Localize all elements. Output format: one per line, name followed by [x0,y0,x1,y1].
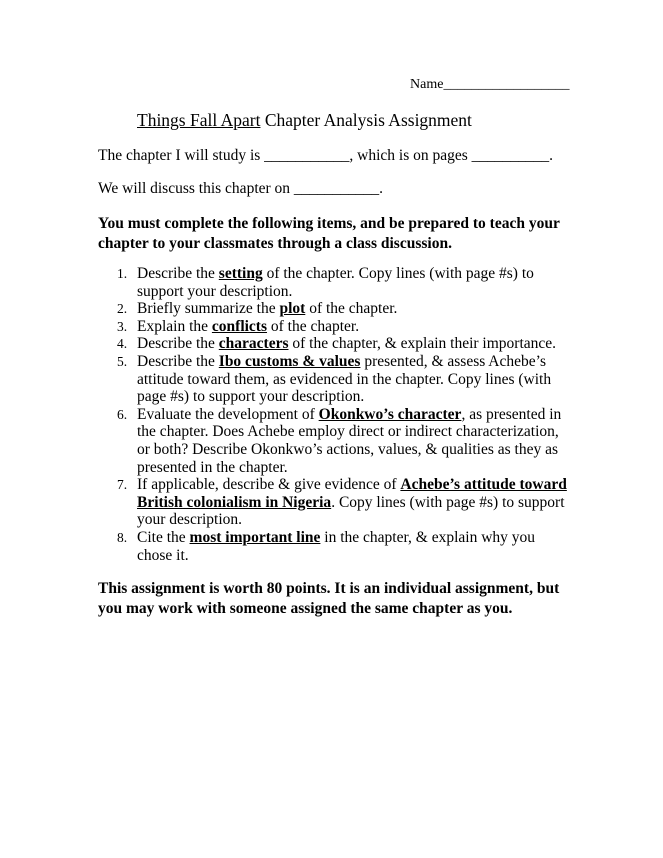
discussion-date-line: We will discuss this chapter on ___________. [98,180,384,197]
list-item [98,353,568,406]
item-text: in the chapter, & explain why you chose it. [137,528,536,564]
list-item [98,529,568,564]
item-text: Describe the [137,335,219,353]
item-text: Describe the [137,352,219,370]
list-item [98,318,568,336]
grading-note: This assignment is worth 80 points. It is an individual assignment, but you may work with someone assigned the same chapter as you. [98,580,560,617]
item-keyword: characters [218,335,289,353]
item-text: Cite the [137,528,190,546]
item-text: of the chapter. Copy lines (with page #s) to support your description. [137,265,534,300]
item-text: Evaluate the development of [137,405,319,423]
instructions: You must complete the following items, and be prepared to teach your chapter to your classmates through a class discussion. [98,215,560,252]
list-item [98,265,568,300]
item-keyword: Ibo customs & values [218,352,361,370]
item-text: Describe the [137,265,219,282]
item-keyword: setting [218,265,263,282]
item-text: Briefly summarize the [137,300,280,318]
item-number: 6. [117,406,128,422]
item-number: 2. [117,301,128,317]
item-text: . Copy lines (with page #s) to support your description. [137,493,565,529]
name-field [410,76,569,94]
item-text: If applicable, describe & give evidence of [137,476,401,494]
task-list [98,265,568,564]
item-number: 1. [117,266,128,281]
item-number: 4. [117,336,128,352]
item-keyword: conflicts [211,317,268,335]
item-text: of the chapter. [305,300,398,318]
item-number: 7. [117,477,128,493]
item-keyword: plot [279,300,306,318]
item-number: 8. [117,529,128,545]
item-text: , as presented in the chapter. Does Achebe employ direct or indirect characterization, or both? Describe Okonkwo’s actions, values, & qualities as they as presented in the chapter. [137,405,562,476]
item-number: 5. [117,353,128,369]
item-text: of the chapter, & explain their importance. [288,335,557,353]
title-rest: Chapter Analysis Assignment [260,110,472,130]
item-keyword: Okonkwo’s character [318,405,462,423]
item-number: 3. [117,318,128,334]
book-title: Things Fall Apart [137,110,261,130]
item-text: Explain the [137,317,212,335]
list-item [98,476,568,529]
item-keyword: most important line [189,528,321,546]
list-item [98,335,568,353]
page-title [137,109,472,131]
item-keyword: Achebe’s attitude toward British colonialism in Nigeria [137,476,567,511]
list-item [98,300,568,318]
name-label: Name [410,77,444,92]
name-blank: __________________ [443,77,570,92]
item-text: of the chapter. [267,317,360,335]
item-text: presented, & assess Achebe’s attitude toward them, as evidenced in the chapter. Copy lines (with page #s) to support your description. [137,352,552,406]
list-item [98,406,568,476]
chapter-study-line: The chapter I will study is ___________, which is on pages __________. [98,147,554,164]
